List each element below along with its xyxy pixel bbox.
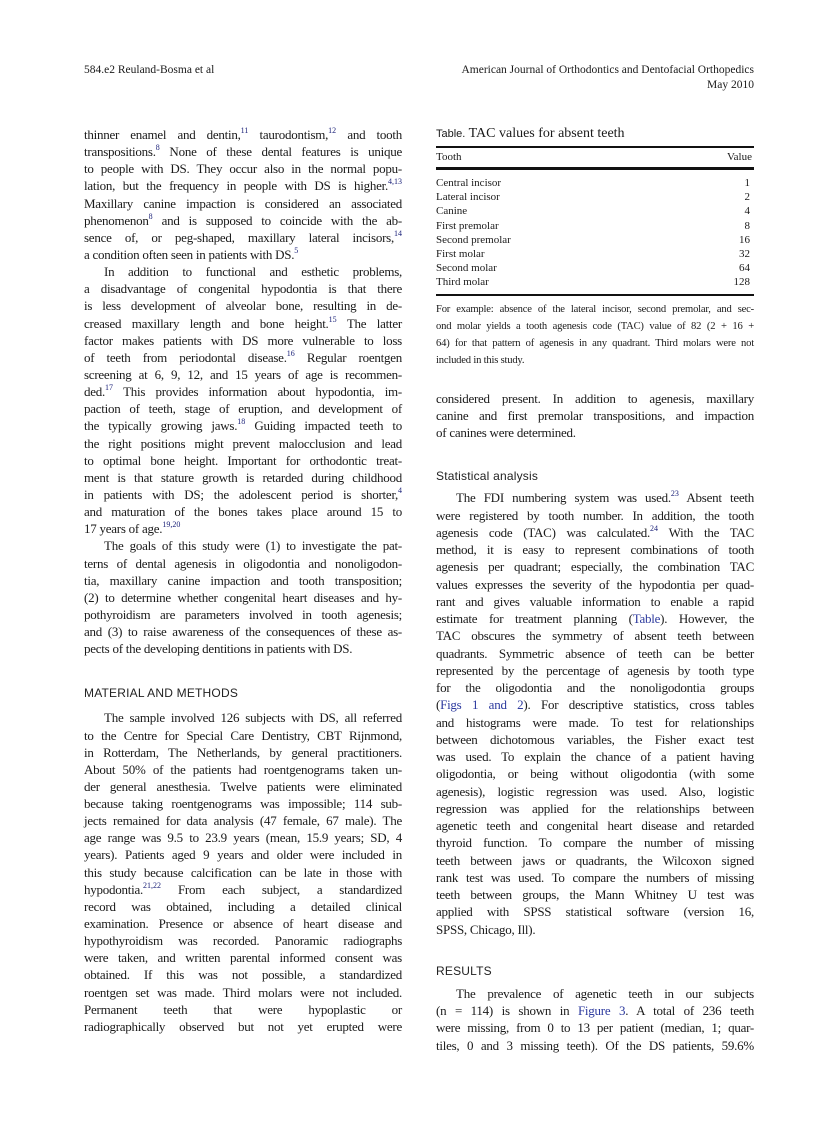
journal-title: American Journal of Orthodontics and Dentofacial Orthopedics — [461, 64, 754, 76]
text-segment: examination. Presence or absence of heart disease and — [84, 916, 402, 932]
text-line — [84, 709, 402, 726]
text-line — [84, 280, 402, 297]
text-segment: values expresses the severity of the hypodontia per quad- — [436, 576, 754, 592]
text-segment: were taken, and written parental informed consent was — [84, 950, 402, 966]
text-line — [84, 829, 402, 846]
text-segment: regression was applied for the relationships between — [436, 800, 754, 816]
cell-tooth: First molar — [436, 248, 485, 261]
text-segment: ment is that stature growth is retarded during childhood — [84, 469, 402, 485]
text-line — [84, 606, 402, 623]
text-segment: tia, maxillary canine impaction and tooth transposition; — [84, 572, 402, 588]
text-segment: considered present. In addition to agenesis, maxillary — [436, 390, 754, 406]
text-segment: is less development of alveolar bone, resulting in de- — [84, 298, 402, 314]
text-line — [84, 486, 402, 503]
text-segment: the typically growing jaws. — [84, 418, 238, 434]
right-column — [436, 126, 754, 1054]
text-line — [436, 800, 754, 817]
text-line — [84, 795, 402, 812]
text-segment: represented by the percentage of agenesis by tooth type — [436, 662, 754, 678]
text-segment: agenesis), logistic regression was used. Also, logistic — [436, 783, 754, 799]
text-line — [436, 921, 754, 938]
text-line — [436, 886, 754, 903]
reference-citation-link[interactable]: 14 — [394, 228, 402, 238]
text-line — [436, 783, 754, 800]
cell-tooth: Central incisor — [436, 177, 502, 189]
text-segment: phenomenon — [84, 212, 149, 228]
text-line — [84, 160, 402, 177]
text-segment: pothyroidism are parameters involved in tooth agenesis; — [84, 606, 402, 622]
cell-tooth: Third molar — [436, 276, 489, 289]
text-line — [436, 1019, 754, 1036]
paragraph — [84, 537, 402, 657]
text-segment: thyroid function. To compare the number of missing — [436, 835, 754, 851]
text-line — [84, 984, 402, 1001]
text-line — [436, 524, 754, 541]
text-line — [84, 881, 402, 898]
text-line — [84, 177, 402, 194]
text-line — [436, 610, 754, 627]
column-header-tooth: Tooth — [436, 151, 462, 163]
text-line — [84, 503, 402, 520]
cell-tooth: Lateral incisor — [436, 191, 500, 204]
cell-value: 64 — [739, 262, 750, 275]
text-segment: ded. — [84, 384, 106, 400]
issue-date: May 2010 — [707, 79, 754, 91]
text-segment: age range was 9.5 to 23.9 years (mean, 15.9 years; SD, 4 — [84, 830, 402, 846]
text-segment: because taking roentgenograms was impossible; 114 sub- — [84, 796, 402, 812]
text-segment: taurodontism, — [248, 127, 329, 142]
text-line — [436, 714, 754, 731]
text-line — [84, 744, 402, 761]
text-segment: paction of teeth, stage of eruption, and development of — [84, 401, 402, 417]
text-line — [84, 572, 402, 589]
text-segment: and (3) to raise awareness of the consequences of these as- — [84, 624, 402, 640]
text-line — [436, 696, 754, 713]
text-line — [436, 765, 754, 782]
cell-value: 1 — [744, 177, 750, 189]
text-segment: ( — [436, 697, 441, 713]
table-row — [436, 204, 754, 218]
reference-citation-link[interactable]: 17 — [105, 383, 114, 393]
section-heading-methods: MATERIAL AND METHODS — [84, 686, 239, 701]
table-rule-bottom — [436, 294, 754, 296]
text-segment: For example: absence of the lateral incisor, second premolar, and sec- — [436, 303, 754, 315]
text-line — [84, 332, 402, 349]
text-segment: Maxillary canine impaction is considered an associated — [84, 195, 402, 211]
text-segment: (2) to determine whether congenital heart diseases and hy- — [84, 589, 402, 605]
text-segment: Permanent teeth that were hypoplastic or — [84, 1001, 402, 1017]
text-line — [436, 731, 754, 748]
section-heading-results: RESULTS — [436, 963, 492, 978]
table-row — [436, 169, 754, 191]
text-line — [84, 1018, 402, 1035]
text-line — [84, 761, 402, 778]
reference-citation-link[interactable]: 4 — [398, 485, 402, 495]
text-segment: The prevalence of agenetic teeth in our subjects — [456, 985, 754, 1001]
paragraph — [84, 126, 402, 263]
text-line — [84, 246, 402, 263]
reference-citation-link[interactable]: 16 — [286, 348, 295, 358]
cross-reference-link[interactable]: Figs 1 and 2 — [440, 697, 524, 713]
text-line — [84, 555, 402, 572]
text-segment: were missing, from 0 to 13 per patient (median, 1; quar- — [436, 1020, 754, 1036]
text-segment: applied with SPSS statistical software (version 16, — [436, 904, 754, 920]
text-segment: Absent teeth — [678, 490, 754, 506]
reference-citation-link[interactable]: 8 — [148, 211, 153, 221]
cell-value: 32 — [739, 248, 750, 261]
text-line — [84, 452, 402, 469]
running-header-right — [461, 63, 754, 93]
text-line — [84, 846, 402, 863]
text-line — [436, 407, 754, 424]
text-segment: hypodontia. — [84, 881, 143, 897]
text-segment: agenesis code (TAC) was calculated. — [436, 524, 651, 540]
text-line — [84, 640, 402, 657]
text-line — [436, 541, 754, 558]
text-line — [84, 469, 402, 486]
text-line — [436, 748, 754, 765]
table-row — [436, 219, 754, 233]
reference-citation-link[interactable]: 19,20 — [162, 520, 181, 530]
text-segment: creased maxillary length and bone height. — [84, 315, 329, 331]
table-row — [436, 275, 754, 289]
reference-citation-link[interactable]: 24 — [650, 523, 659, 533]
text-line — [436, 679, 754, 696]
text-line — [436, 507, 754, 524]
text-segment: ond molar yields a tooth agenesis code (TAC) value of 82 (2 + 16 + — [436, 320, 754, 332]
text-segment: The sample involved 126 subjects with DS, all referred — [104, 710, 402, 726]
text-segment: TAC obscures the symmetry of absent teeth between — [436, 628, 754, 644]
text-line — [436, 390, 754, 407]
text-line — [84, 1001, 402, 1018]
text-line — [436, 301, 754, 318]
text-line — [436, 593, 754, 610]
text-segment: to people with DS. They occur also in the normal popu- — [84, 161, 402, 177]
text-line — [436, 335, 754, 352]
reference-citation-link[interactable]: 18 — [237, 417, 246, 427]
text-line — [84, 812, 402, 829]
text-segment: factor makes patients with DS more vulnerable to loss — [84, 332, 402, 348]
text-line — [436, 817, 754, 834]
text-segment: between dichotomous variables, the Fisher exact test — [436, 731, 754, 747]
cell-tooth: Second premolar — [436, 233, 511, 246]
text-segment: were registered by tooth number. In addition, the tooth — [436, 507, 754, 523]
text-segment: to the Centre for Special Care Dentistry, CBT Rijnmond, — [84, 727, 402, 743]
text-segment: The latter — [336, 315, 402, 331]
text-line — [436, 852, 754, 869]
text-line — [84, 126, 402, 143]
text-line — [84, 623, 402, 640]
text-segment: obtained. If this was not possible, a standardized — [84, 967, 402, 983]
table-caption — [436, 126, 754, 142]
text-segment: included in this study. — [436, 355, 525, 367]
text-line — [84, 400, 402, 417]
table-footnote — [436, 301, 754, 370]
text-segment: thinner enamel and dentin, — [84, 127, 241, 142]
text-line — [436, 489, 754, 506]
text-line — [84, 383, 402, 400]
cell-value: 4 — [744, 205, 750, 218]
text-segment: agenetic teeth and congenital heart disease and retarded — [436, 818, 754, 834]
cross-reference-link[interactable]: Figure 3 — [577, 1003, 626, 1019]
text-line — [436, 1002, 754, 1019]
text-line — [84, 537, 402, 554]
text-segment: the right positions might prevent malocclusion and lead — [84, 435, 402, 451]
paragraph — [84, 263, 402, 537]
text-segment: Guiding impacted teeth to — [245, 418, 402, 434]
text-segment: to optimal bone height. Important for orthodontic treat- — [84, 452, 402, 468]
text-line — [436, 869, 754, 886]
cell-tooth: Canine — [436, 205, 468, 218]
text-segment: in Rotterdam, The Netherlands, by general practitioners. — [84, 744, 402, 760]
text-line — [84, 778, 402, 795]
text-segment: ). However, the — [660, 611, 754, 627]
table-header-row — [436, 148, 754, 169]
text-line — [84, 915, 402, 932]
text-line — [436, 985, 754, 1002]
reference-citation-link[interactable]: 11 — [240, 126, 249, 135]
text-segment: was used. To explain the chance of a patient having — [436, 749, 754, 765]
text-segment: of canines were determined. — [436, 425, 576, 441]
cell-tooth: Second molar — [436, 262, 497, 275]
text-segment: teeth between groups, the Mann Whitney U test was — [436, 887, 754, 903]
reference-citation-link[interactable]: 4,13 — [388, 177, 402, 187]
text-line — [436, 576, 754, 593]
text-line — [436, 645, 754, 662]
cell-value: 8 — [744, 219, 750, 232]
text-segment: for the oligodontia and the nonoligodontia groups — [436, 680, 754, 696]
text-line — [436, 424, 754, 441]
text-line — [84, 297, 402, 314]
text-segment: This provides information about hypodontia, im- — [113, 384, 402, 400]
text-segment: sence of, or peg-shaped, maxillary lateral incisors, — [84, 229, 394, 245]
text-line — [84, 898, 402, 915]
text-line — [84, 229, 402, 246]
text-line — [436, 627, 754, 644]
text-line — [84, 520, 402, 537]
text-segment: About 50% of the patients had roentgenograms taken un- — [84, 761, 402, 777]
text-line — [84, 366, 402, 383]
text-segment: 17 years of age. — [84, 521, 163, 537]
text-segment: and histograms were made. To test for relationships — [436, 714, 754, 730]
text-segment: a disadvantage of congenital hypodontia is that there — [84, 281, 402, 297]
reference-citation-link[interactable]: 23 — [670, 489, 679, 499]
paragraph — [436, 489, 754, 938]
text-segment: radiographically observed but not yet erupted were — [84, 1018, 402, 1034]
text-line — [84, 212, 402, 229]
text-segment: From each subject, a standardized — [161, 881, 402, 897]
text-segment: and is supposed to coincide with the ab- — [152, 212, 402, 228]
text-segment: and maturation of the bones takes place around 15 to — [84, 504, 402, 520]
text-segment: teeth between jaws or quadrants, the Wilcoxon signed — [436, 852, 754, 868]
text-segment: None of these dental features is unique — [159, 144, 402, 160]
text-line — [436, 662, 754, 679]
text-line — [84, 143, 402, 160]
text-line — [84, 195, 402, 212]
table-row — [436, 247, 754, 261]
cross-reference-link[interactable]: Table — [632, 611, 661, 627]
text-segment: terns of dental agenesis in oligodontia and nonoligodon- — [84, 555, 402, 571]
text-line — [84, 966, 402, 983]
text-segment: roentgen set was made. Third molars were not included. — [84, 984, 402, 1000]
text-segment: rant and gives valuable information to enable a rapid — [436, 593, 754, 609]
text-segment: a condition often seen in patients with DS. — [84, 246, 295, 262]
text-line — [436, 903, 754, 920]
left-column — [84, 126, 402, 1035]
text-segment: this study because calcification can be late in those with — [84, 864, 402, 880]
table-title: TAC values for absent teeth — [468, 126, 625, 141]
table-row — [436, 190, 754, 204]
tac-table — [436, 148, 754, 290]
text-line — [84, 949, 402, 966]
text-segment: years). Patients aged 9 years and older were included in — [84, 847, 402, 863]
text-segment: Regular roentgen — [294, 349, 403, 365]
text-line — [436, 318, 754, 335]
text-segment: quadrants. Symmetric absence of teeth can be better — [436, 645, 754, 661]
text-segment: jects remained for data analysis (47 female, 67 male). The — [84, 813, 402, 829]
text-segment: and tooth — [336, 127, 403, 142]
text-line — [436, 558, 754, 575]
text-segment: 64) for that pattern of agenesis in any quadrant. Third molars were not — [436, 338, 754, 350]
text-segment: rank test was used. To compare the numbers of missing — [436, 869, 754, 885]
text-line — [84, 349, 402, 366]
text-line — [84, 727, 402, 744]
text-line — [84, 417, 402, 434]
text-segment: method, it is easy to represent combinations of tooth — [436, 542, 754, 558]
text-line — [436, 352, 754, 369]
reference-citation-link[interactable]: 21,22 — [143, 880, 161, 890]
text-segment: record was obtained, including a detailed clinical — [84, 898, 402, 914]
text-line — [84, 315, 402, 332]
paragraph — [436, 390, 754, 442]
table-label: Table. — [436, 128, 466, 140]
text-line — [84, 435, 402, 452]
running-header-left — [84, 63, 214, 78]
text-segment: canine and first premolar transpositions, and impaction — [436, 407, 754, 423]
table-row — [436, 233, 754, 247]
text-segment: SPSS, Chicago, Ill). — [436, 921, 536, 937]
section-heading-statistical-analysis: Statistical analysis — [436, 469, 539, 484]
text-segment: The FDI numbering system was used. — [456, 490, 671, 506]
paragraph — [84, 709, 402, 1035]
text-segment: With the TAC — [658, 524, 754, 540]
paragraph — [436, 985, 754, 1054]
text-segment: of teeth from periodontal disease. — [84, 349, 287, 365]
text-segment: in patients with DS; the adolescent period is shorter, — [84, 486, 398, 502]
text-segment: estimate for treatment planning ( — [436, 611, 633, 627]
text-line — [84, 864, 402, 881]
text-line — [436, 834, 754, 851]
text-line — [84, 263, 402, 280]
text-line — [84, 932, 402, 949]
text-segment: . A total of 236 teeth — [625, 1003, 754, 1019]
reference-citation-link[interactable]: 12 — [328, 126, 337, 135]
text-segment: der general anesthesia. Twelve patients were eliminated — [84, 778, 402, 794]
text-segment: (n = 114) is shown in — [436, 1003, 578, 1019]
text-line — [436, 1037, 754, 1054]
text-segment: lation, but the frequency in people with DS is higher. — [84, 178, 388, 194]
reference-citation-link[interactable]: 5 — [294, 245, 299, 255]
cell-value: 2 — [744, 191, 750, 204]
cell-value: 128 — [733, 276, 750, 289]
reference-citation-link[interactable]: 15 — [328, 314, 337, 324]
text-segment: transpositions. — [84, 144, 156, 160]
text-segment: screening at 6, 9, 12, and 15 years of age is recommen- — [84, 366, 402, 382]
cell-tooth: First premolar — [436, 219, 499, 232]
text-segment: tiles, 0 and 3 missing teeth). Of the DS patients, 59.6% — [436, 1037, 754, 1053]
cell-value: 16 — [739, 233, 750, 246]
text-segment: hypothyroidism was recorded. Panoramic radiographs — [84, 933, 402, 949]
reference-citation-link[interactable]: 8 — [155, 143, 160, 153]
table-row — [436, 261, 754, 275]
column-header-value: Value — [726, 151, 752, 163]
text-segment: oligodontia, or being without oligodontia (with some — [436, 766, 754, 782]
text-segment: The goals of this study were (1) to investigate the pat- — [104, 538, 402, 554]
text-segment: In addition to functional and esthetic problems, — [104, 264, 402, 280]
text-segment: pects of the developing dentitions in patients with DS. — [84, 641, 353, 657]
text-segment: ). For descriptive statistics, cross tables — [523, 697, 754, 713]
text-line — [84, 589, 402, 606]
text-segment: agenesis per quadrant; especially, the combination TAC — [436, 559, 754, 575]
page-number-author: 584.e2 Reuland-Bosma et al — [84, 64, 215, 76]
